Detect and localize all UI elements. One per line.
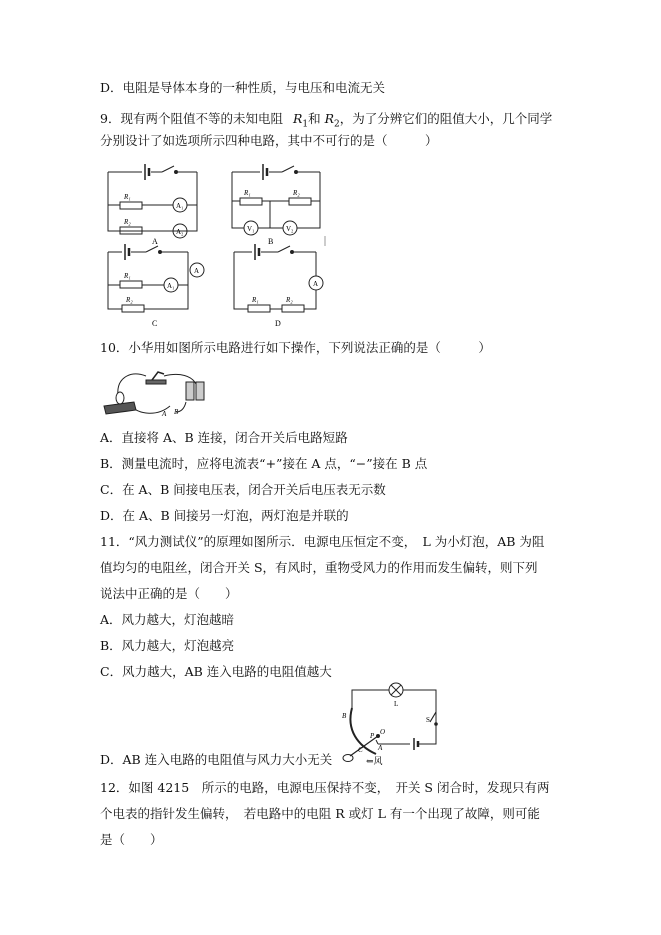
q11-fig-o: O xyxy=(380,728,386,736)
r1-subscript: 1 xyxy=(302,119,309,130)
circuit-b-label: B xyxy=(268,237,274,246)
q10-fig-a: A xyxy=(162,410,167,418)
q9-and: 和 xyxy=(308,111,321,126)
circuit-d-r2: R₂ xyxy=(286,296,293,304)
q10-stem: 10．小华用如图所示电路进行如下操作，下列说法正确的是（ ） xyxy=(100,340,491,355)
q11-wind-tester-figure xyxy=(338,682,448,768)
q11-option-b: B．风力越大，灯泡越亮 xyxy=(100,638,235,653)
circuit-b-v2: V₂ xyxy=(286,225,294,233)
q10-option-d: D．在 A、B 间接另一灯泡，两灯泡是并联的 xyxy=(100,508,349,523)
circuit-c-a: A xyxy=(194,267,200,275)
q11-option-d: D．AB 连入电路的电阻值与风力大小无关 xyxy=(100,752,333,767)
circuit-a-label: A xyxy=(152,237,158,246)
circuit-b-v1: V₁ xyxy=(247,225,255,233)
q10-option-b: B．测量电流时，应将电流表“+”接在 A 点，“−”接在 B 点 xyxy=(100,456,428,471)
circuit-c-a1: A₁ xyxy=(167,282,175,290)
q10-fig-b: B xyxy=(174,408,179,416)
circuit-d-label: D xyxy=(275,319,281,328)
r1-symbol: R xyxy=(292,111,303,126)
q11-option-c: C．风力越大，AB 连入电路的电阻值越大 xyxy=(100,664,332,679)
q10-option-c: C．在 A、B 间接电压表，闭合开关后电压表无示数 xyxy=(100,482,386,497)
q8-option-d: D．电阻是导体本身的一种性质，与电压和电流无关 xyxy=(100,80,386,95)
circuit-b-r1: R₁ xyxy=(244,189,251,197)
q11-stem-line3: 说法中正确的是（ ） xyxy=(100,586,238,601)
q12-stem-line2: 个电表的指针发生偏转， 若电路中的电阻 R 或灯 L 有一个出现了故障，则可能 xyxy=(100,806,540,821)
circuit-c-r2: R₂ xyxy=(126,296,133,304)
circuit-c-label: C xyxy=(152,319,158,328)
battery-icon xyxy=(186,382,194,400)
q11-fig-p: P xyxy=(370,732,375,740)
q11-fig-s: S xyxy=(426,716,430,724)
circuit-d xyxy=(234,244,323,312)
q11-fig-c: C xyxy=(358,746,363,754)
q10-option-a: A．直接将 A、B 连接，闭合开关后电路短路 xyxy=(100,430,348,445)
q12-stem-line3: 是（ ） xyxy=(100,832,163,847)
q11-fig-l: L xyxy=(394,700,399,708)
circuit-a-a1: A₁ xyxy=(176,202,184,210)
circuit-b-r2: R₂ xyxy=(293,189,300,197)
circuit-d-r1: R₁ xyxy=(252,296,259,304)
weight-icon xyxy=(343,755,353,762)
q11-option-a: A．风力越大，灯泡越暗 xyxy=(100,612,235,627)
q9-stem-part-b: ，为了分辨它们的阻值大小，几个同学 xyxy=(339,111,553,126)
q11-fig-a: A xyxy=(378,744,383,752)
q12-stem-line1: 12．如图 4215 所示的电路，电源电压保持不变， 开关 S 闭合时，发现只有两 xyxy=(100,780,550,795)
circuit-a-r2: R₂ xyxy=(124,218,131,226)
bulb-icon xyxy=(116,392,124,404)
circuit-c xyxy=(108,244,204,312)
q11-fig-b: B xyxy=(342,712,347,720)
circuit-c-r1: R₁ xyxy=(124,272,131,280)
q9-stem-line2: 分别设计了如选项所示四种电路，其中不可行的是（ ） xyxy=(100,133,438,148)
circuit-a xyxy=(108,164,197,238)
q9-stem-part-a: 9．现有两个阻值不等的未知电阻 xyxy=(100,111,283,126)
q11-stem-line2: 值均匀的电阻丝，闭合开关 S，有风时，重物受风力的作用而发生偏转，则下列 xyxy=(100,560,538,575)
circuit-a-r1: R₁ xyxy=(124,193,131,201)
circuit-a-a2: A₂ xyxy=(176,228,184,236)
circuit-d-a: A xyxy=(313,280,319,288)
q9-circuit-figure xyxy=(100,160,340,330)
r2-subscript: 2 xyxy=(334,119,340,130)
q9-stem-line1 xyxy=(100,111,552,133)
switch-base xyxy=(146,380,166,384)
q11-fig-wind: ⇐风 xyxy=(366,756,383,766)
q10-figure xyxy=(100,362,230,420)
r2-symbol: R xyxy=(324,111,335,126)
circuit-b xyxy=(232,164,320,235)
q11-stem-line1: 11．“风力测试仪”的原理如图所示．电源电压恒定不变， L 为小灯泡，AB 为阻 xyxy=(100,534,545,549)
